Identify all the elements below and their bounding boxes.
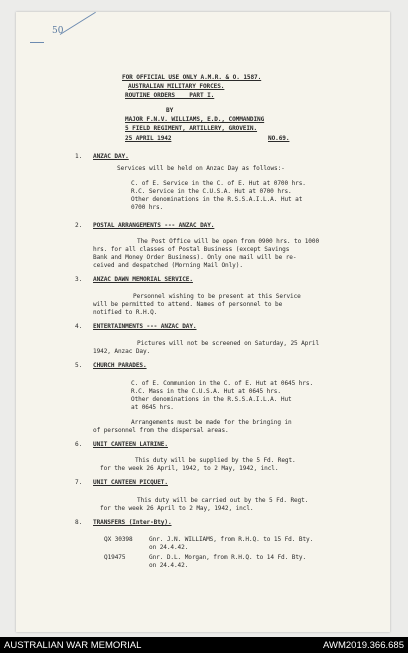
section-line: C. of E. Service in the C. of E. Hut at 0700 hrs. [131,180,306,187]
section-line: R.C. Mass in the C.U.S.A. Hut at 0645 hrs. [131,388,281,395]
section-number: 8. [75,519,83,526]
transfer-line: Gnr. J.N. WILLIAMS, from R.H.Q. to 15 Fd. Bty. [149,536,314,543]
section-title: UNIT CANTEEN LATRINE. [93,441,168,448]
transfer-line: on 24.4.42. [149,544,189,551]
section-number: 2. [75,222,83,229]
section-line: for the week 26 April, 1942, to 2 May, 1942, incl. [100,465,279,472]
section-line: R.C. Service in the C.U.S.A. Hut at 0700 hrs. [131,188,292,195]
section-title: TRANSFERS (Inter-Bty). [93,519,172,526]
header-line2: AUSTRALIAN MILITARY FORCES. [128,83,225,90]
header-line6: 5 FIELD REGIMENT, ARTILLERY, GROVEIN. [125,125,258,132]
section-line: will be permitted to attend. Names of personnel to be [93,301,283,308]
section-line: notified to R.H.Q. [93,309,158,316]
transfer-line: on 24.4.42. [149,562,189,569]
header-line3: ROUTINE ORDERS PART I. [125,92,215,99]
section-line: Arrangements must be made for the bringing in [131,419,292,426]
section-line: for the week 26 April to 2 May, 1942, incl. [100,505,254,512]
section-line: ceived and despatched (Morning Mail Only). [93,262,243,269]
pencil-dash [30,42,44,43]
section-title: CHURCH PARADES. [93,362,147,369]
transfer-line: Gnr. D.L. Morgan, from R.H.Q. to 14 Fd. Bty. [149,554,307,561]
section-line: of personnel from the dispersal areas. [93,427,229,434]
section-line: Other denominations in the R.S.S.A.I.L.A. Hut [131,396,292,403]
header-line4: BY [166,107,174,114]
section-line: This duty will be supplied by the 5 Fd. Regt. [135,457,296,464]
section-line: C. of E. Communion in the C. of E. Hut at 0645 hrs. [131,380,314,387]
section-line: hrs. for all classes of Postal Business (except Savings [93,246,290,253]
section-title: ANZAC DAY. [93,153,129,160]
transfer-id: QX 30398 [104,536,133,543]
pencil-annotation: 50 [52,26,64,36]
section-line: Personnel wishing to be present at this Service [133,293,301,300]
section-line: This duty will be carried out by the 5 Fd. Regt. [137,497,309,504]
transfer-id: Q19475 [104,554,126,561]
footer-credit: AUSTRALIAN WAR MEMORIAL [4,640,142,651]
header-date: 25 APRIL 1942 [125,135,172,142]
header-number: NO.69. [268,135,290,142]
section-line: Services will be held on Anzac Day as follows:- [117,165,285,172]
section-number: 3. [75,276,83,283]
section-line: Bank and Money Order Business). Only one mail will be re- [93,254,297,261]
header-line5: MAJOR F.N.V. WILLIAMS, E.D., COMMANDING [125,116,265,123]
section-title: UNIT CANTEEN PICQUET. [93,479,168,486]
footer-accession-number: AWM2019.366.685 [323,640,404,651]
section-line: Other denominations in the R.S.S.A.I.L.A. Hut at [131,196,303,203]
section-number: 5. [75,362,83,369]
section-number: 6. [75,441,83,448]
section-number: 7. [75,479,83,486]
section-line: The Post Office will be open from 0900 hrs. to 1000 [137,238,320,245]
section-number: 1. [75,153,83,160]
section-line: 0700 hrs. [131,204,164,211]
section-line: 1942, Anzac Day. [93,348,151,355]
section-line: at 0645 hrs. [131,404,174,411]
section-title: ENTERTAINMENTS --- ANZAC DAY. [93,323,197,330]
section-title: ANZAC DAWN MEMORIAL SERVICE. [93,276,193,283]
section-number: 4. [75,323,83,330]
header-line1: FOR OFFICIAL USE ONLY A.M.R. & O. 1587. [122,74,262,81]
footer-bar [0,637,408,653]
section-line: Pictures will not be screened on Saturday, 25 April [137,340,320,347]
section-title: POSTAL ARRANGEMENTS --- ANZAC DAY. [93,222,215,229]
